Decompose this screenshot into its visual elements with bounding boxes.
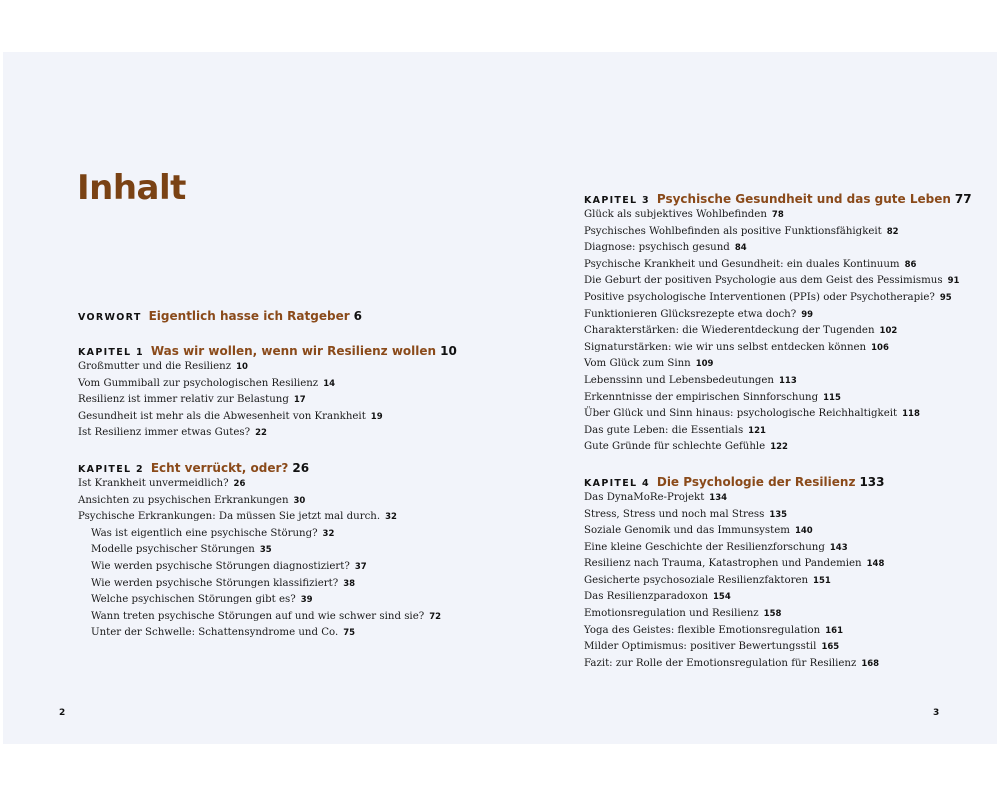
entry-page: 113 xyxy=(779,375,797,386)
entry-text: Resilienz nach Trauma, Katastrophen und Pandemien xyxy=(584,558,862,570)
entry-text: Was ist eigentlich eine psychische Störung? xyxy=(91,527,318,539)
chapter-title: Was wir wollen, wenn wir Resilienz wollen xyxy=(150,344,437,358)
page-number-right: 3 xyxy=(933,708,940,718)
toc-entry[interactable] xyxy=(584,573,964,590)
entry-text: Glück als subjektives Wohlbefinden xyxy=(584,209,767,220)
chapter-page: 10 xyxy=(440,344,457,358)
toc-chapter-2[interactable] xyxy=(78,458,488,476)
toc-entry[interactable] xyxy=(584,224,964,241)
toc-entry[interactable] xyxy=(584,356,964,373)
toc-subentry[interactable] xyxy=(78,576,488,593)
entry-text: Signaturstärken: wie wir uns selbst entdecken können xyxy=(584,341,867,353)
entry-page: 109 xyxy=(695,359,714,370)
entry-page: 122 xyxy=(770,442,788,453)
entry-text: Stress, Stress und noch mal Stress xyxy=(584,508,765,520)
entry-page: 106 xyxy=(871,342,889,353)
toc-entry[interactable] xyxy=(584,490,964,507)
toc-section-vorwort[interactable] xyxy=(78,306,488,324)
entry-page: 115 xyxy=(823,392,841,403)
chapter-label: KAPITEL 1 xyxy=(78,347,144,358)
entry-page: 168 xyxy=(861,658,880,669)
entry-page: 151 xyxy=(813,575,831,586)
toc-entry[interactable] xyxy=(584,373,964,390)
entry-text: Wie werden psychische Störungen klassifiziert? xyxy=(91,577,339,589)
entry-page: 78 xyxy=(771,210,784,220)
entry-page: 121 xyxy=(748,425,766,436)
entry-page: 143 xyxy=(829,542,848,553)
toc-entry[interactable] xyxy=(584,656,964,673)
toc-entry[interactable] xyxy=(584,439,964,456)
entry-text: Modelle psychischer Störungen xyxy=(91,544,255,556)
entry-page: 135 xyxy=(769,509,788,520)
entry-text: Resilienz ist immer relativ zur Belastung xyxy=(78,394,289,406)
entry-page: 165 xyxy=(821,642,840,653)
entry-text: Großmutter und die Resilienz xyxy=(78,361,232,372)
entry-text: Psychisches Wohlbefinden als positive Funktionsfähigkeit xyxy=(584,225,882,237)
toc-entry[interactable] xyxy=(584,340,964,357)
entry-page: 32 xyxy=(322,528,335,539)
entry-page: 91 xyxy=(947,276,960,287)
toc-entry[interactable] xyxy=(584,423,964,440)
entry-page: 19 xyxy=(370,411,383,422)
entry-text: Ist Krankheit unvermeidlich? xyxy=(78,477,229,489)
toc-chapter-1[interactable] xyxy=(78,341,488,359)
entry-text: Charakterstärken: die Wiederentdeckung der Tugenden xyxy=(584,325,875,337)
entry-page: 26 xyxy=(233,478,246,489)
toc-subentry[interactable] xyxy=(78,625,488,642)
entry-page: 102 xyxy=(879,326,898,337)
toc-entry[interactable] xyxy=(584,507,964,524)
entry-page: 75 xyxy=(343,628,356,639)
entry-page: 37 xyxy=(354,561,367,572)
entry-text: Die Geburt der positiven Psychologie aus dem Geist des Pessimismus xyxy=(584,275,943,287)
entry-page: 30 xyxy=(293,495,306,506)
toc-entry[interactable] xyxy=(78,493,488,510)
entry-text: Lebenssinn und Lebensbedeutungen xyxy=(584,374,774,386)
chapter-page: 77 xyxy=(954,192,972,206)
entry-page: 154 xyxy=(713,592,731,603)
chapter-title: Die Psychologie der Resilienz xyxy=(656,474,856,489)
section-page: 6 xyxy=(353,309,362,323)
toc-entry[interactable] xyxy=(584,623,964,640)
entry-text: Yoga des Geistes: flexible Emotionsregulation xyxy=(584,624,821,636)
entry-text: Vom Glück zum Sinn xyxy=(584,358,691,370)
entry-page: 86 xyxy=(904,259,917,270)
entry-page: 161 xyxy=(825,625,843,636)
entry-text: Psychische Erkrankungen: Da müssen Sie jetzt mal durch. xyxy=(78,511,381,523)
entry-page: 148 xyxy=(866,559,885,570)
entry-page: 134 xyxy=(709,492,728,503)
entry-page: 95 xyxy=(939,292,952,303)
chapter-page: 26 xyxy=(292,460,310,475)
entry-text: Fazit: zur Rolle der Emotionsregulation für Resilienz xyxy=(584,657,857,669)
entry-page: 140 xyxy=(794,526,813,537)
toc-entry[interactable] xyxy=(78,359,488,376)
entry-text: Funktionieren Glücksrezepte etwa doch? xyxy=(584,308,797,320)
entry-page: 38 xyxy=(343,578,356,589)
toc-entry[interactable] xyxy=(584,307,964,324)
entry-text: Eine kleine Geschichte der Resilienzforschung xyxy=(584,541,825,553)
toc-entry[interactable] xyxy=(78,376,488,393)
entry-page: 82 xyxy=(886,226,899,237)
entry-page: 14 xyxy=(323,378,336,389)
toc-right-column xyxy=(584,189,972,672)
page-number-left: 2 xyxy=(59,708,66,718)
entry-page: 118 xyxy=(902,409,920,420)
toc-subentry[interactable] xyxy=(78,559,488,576)
toc-left-column xyxy=(78,306,488,642)
entry-text: Psychische Krankheit und Gesundheit: ein duales Kontinuum xyxy=(584,258,900,270)
page-title: Inhalt xyxy=(77,168,186,208)
toc-entry[interactable] xyxy=(584,606,964,623)
toc-entry[interactable] xyxy=(584,323,964,340)
entry-page: 72 xyxy=(429,611,442,622)
chapter-label: KAPITEL 3 xyxy=(584,195,650,206)
toc-subentry[interactable] xyxy=(78,592,488,609)
toc-entry[interactable] xyxy=(584,273,964,290)
toc-entry[interactable] xyxy=(584,589,964,606)
entry-page: 32 xyxy=(385,512,397,523)
toc-chapter-3[interactable] xyxy=(584,189,972,207)
chapter-title: Psychische Gesundheit und das gute Leben xyxy=(656,192,951,206)
toc-subentry[interactable] xyxy=(78,542,488,559)
entry-text: Ansichten zu psychischen Erkrankungen xyxy=(78,494,289,506)
entry-text: Diagnose: psychisch gesund xyxy=(584,242,730,254)
entry-text: Das gute Leben: die Essentials xyxy=(584,424,744,436)
entry-text: Unter der Schwelle: Schattensyndrome und Co. xyxy=(91,627,339,639)
entry-page: 35 xyxy=(259,545,272,556)
toc-entry[interactable] xyxy=(584,523,964,540)
toc-entry[interactable] xyxy=(584,406,964,423)
entry-page: 22 xyxy=(255,428,267,439)
entry-page: 158 xyxy=(763,609,782,620)
entry-text: Soziale Genomik und das Immunsystem xyxy=(584,525,790,537)
toc-entry[interactable] xyxy=(78,509,488,526)
chapter-title: Echt verrückt, oder? xyxy=(150,460,289,475)
section-title: Eigentlich hasse ich Ratgeber xyxy=(148,309,350,323)
entry-text: Das Resilienzparadoxon xyxy=(584,591,709,603)
chapter-label: KAPITEL 2 xyxy=(78,463,144,475)
entry-page: 10 xyxy=(236,362,248,372)
entry-text: Erkenntnisse der empirischen Sinnforschung xyxy=(584,391,819,403)
toc-entry[interactable] xyxy=(584,540,964,557)
entry-text: Emotionsregulation und Resilienz xyxy=(584,608,759,620)
entry-text: Das DynaMoRe-Projekt xyxy=(584,491,705,503)
toc-entry[interactable] xyxy=(584,290,964,307)
chapter-page: 133 xyxy=(859,474,885,489)
entry-page: 17 xyxy=(293,395,306,406)
entry-page: 99 xyxy=(801,309,814,320)
entry-text: Vom Gummiball zur psychologischen Resilienz xyxy=(78,377,319,389)
entry-text: Positive psychologische Interventionen (PPIs) oder Psychotherapie? xyxy=(584,291,935,303)
entry-text: Milder Optimismus: positiver Bewertungsstil xyxy=(584,641,817,653)
entry-text: Wie werden psychische Störungen diagnostiziert? xyxy=(91,560,350,572)
entry-text: Gesicherte psychosoziale Resilienzfaktoren xyxy=(584,574,809,586)
toc-entry[interactable] xyxy=(584,556,964,573)
entry-text: Wann treten psychische Störungen auf und wie schwer sind sie? xyxy=(91,610,425,622)
toc-chapter-4[interactable] xyxy=(584,472,964,490)
toc-entry[interactable] xyxy=(584,240,964,257)
toc-entry[interactable] xyxy=(78,409,488,426)
entry-text: Welche psychischen Störungen gibt es? xyxy=(91,594,296,606)
toc-subentry[interactable] xyxy=(78,526,488,543)
entry-page: 39 xyxy=(300,595,313,606)
entry-page: 84 xyxy=(734,243,747,254)
entry-text: Gute Gründe für schlechte Gefühle xyxy=(584,441,766,453)
toc-entry[interactable] xyxy=(78,392,488,409)
entry-text: Gesundheit ist mehr als die Abwesenheit von Krankheit xyxy=(78,410,366,422)
section-label: VORWORT xyxy=(78,312,142,323)
toc-entry[interactable] xyxy=(584,257,964,274)
toc-entry[interactable] xyxy=(584,639,964,656)
entry-text: Ist Resilienz immer etwas Gutes? xyxy=(78,427,251,439)
chapter-label: KAPITEL 4 xyxy=(584,477,650,489)
entry-text: Über Glück und Sinn hinaus: psychologische Reichhaltigkeit xyxy=(584,408,898,420)
toc-entry[interactable] xyxy=(584,390,964,407)
toc-subentry[interactable] xyxy=(78,609,488,626)
toc-entry[interactable] xyxy=(78,425,488,442)
toc-entry[interactable] xyxy=(584,207,964,224)
toc-entry[interactable] xyxy=(78,476,488,493)
